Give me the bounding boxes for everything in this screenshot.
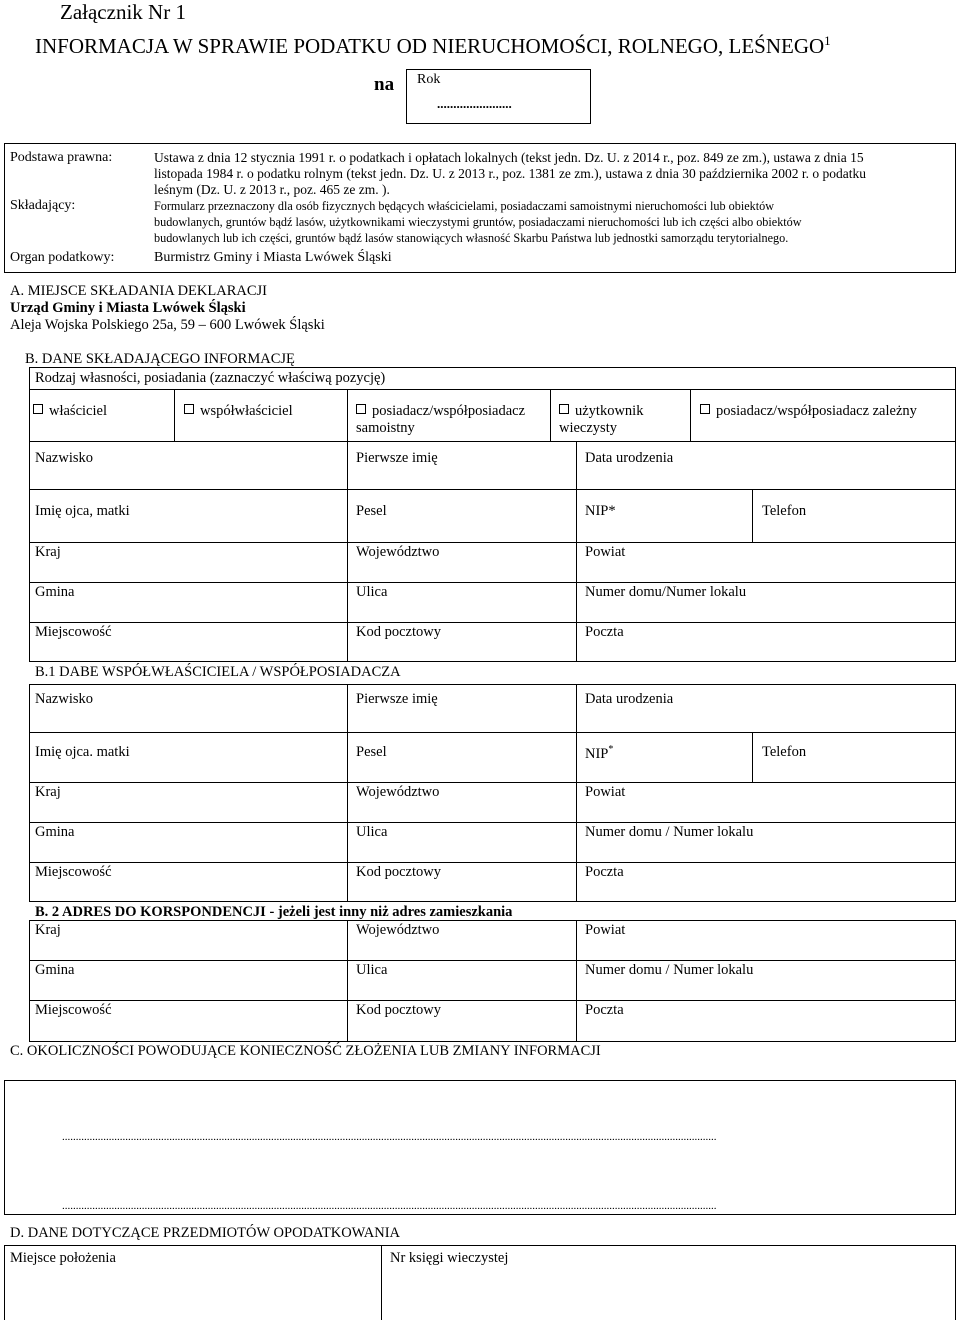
b2-poczta-label: Poczta [585, 1002, 624, 1018]
b1-miejscowosc-label: Miejscowość [35, 864, 112, 880]
b1-nip-label [585, 744, 613, 763]
b1-row4-div1 [347, 822, 348, 862]
b1-nip-sup: * [608, 744, 614, 755]
opt-divider-3 [550, 389, 551, 441]
b1-pesel-label: Pesel [356, 744, 387, 760]
skladajacy-line1: Formularz przeznaczony dla osób fizycznych będących właścicielami, posiadaczami samoistnymi nieruchomości lub obiektów [154, 199, 774, 213]
organ-label: Organ podatkowy: [10, 250, 115, 265]
b2-row3-div2 [576, 1000, 577, 1042]
section-c-box[interactable] [4, 1080, 956, 1215]
option-uzytkownik[interactable] [559, 403, 643, 420]
meta-bottom-border [4, 272, 956, 273]
section-d-left [4, 1245, 5, 1320]
section-c-title: C. OKOLICZNOŚCI POWODUJĄCE KONIECZNOŚĆ ZŁOŻENIA LUB ZMIANY INFORMACJI [10, 1043, 601, 1059]
b1-row3-bottom [29, 822, 956, 823]
b-nazwisko-label: Nazwisko [35, 450, 93, 466]
meta-top-border [4, 143, 956, 144]
b1-imie-ojca-label: Imię ojca. matki [35, 744, 130, 760]
rok-label: Rok [417, 72, 441, 87]
checkbox-icon[interactable] [184, 404, 194, 414]
b-gmina-label: Gmina [35, 584, 75, 600]
b-kod-label: Kod pocztowy [356, 624, 441, 640]
b2-powiat-label: Powiat [585, 922, 626, 938]
option-posiadacz-samoistny-2: samoistny [356, 420, 415, 436]
b-poczta-label: Poczta [585, 624, 624, 640]
b1-kod-label: Kod pocztowy [356, 864, 441, 880]
b1-numer-domu-label: Numer domu / Numer lokalu [585, 824, 754, 840]
podstawa-line2: listopada 1984 r. o podatku rolnym (tekst jedn. Dz. U. z 2013 r., poz. 1381 ze zm.), ustawa z dnia 30 października 2002 r. o podatku [154, 166, 866, 181]
b1-powiat-label: Powiat [585, 784, 626, 800]
podstawa-line1: Ustawa z dnia 12 stycznia 1991 r. o podatkach i opłatach lokalnych (tekst jedn. Dz. U. z 2014 r., poz. 849 ze zm.), ustawa z dnia 15 [154, 150, 864, 165]
option-label: użytkownik [575, 403, 644, 419]
section-c-dots-1: .............................................................................................................................................................................................................................................. [62, 1131, 717, 1143]
b2-row1-bottom [29, 960, 956, 961]
b1-row4-div2 [576, 822, 577, 862]
b1-row5-div2 [576, 862, 577, 902]
section-c-dots-2: .............................................................................................................................................................................................................................................. [62, 1200, 717, 1212]
b-imie-ojca-label: Imię ojca, matki [35, 503, 130, 519]
opt-divider-1 [174, 389, 175, 441]
section-d-mid [381, 1245, 382, 1320]
option-wlasciciel[interactable] [33, 403, 107, 420]
b1-data-urodzenia-label: Data urodzenia [585, 691, 674, 707]
b-kraj-label: Kraj [35, 544, 61, 560]
section-b1-box [29, 684, 956, 902]
b1-ulica-label: Ulica [356, 824, 388, 840]
option-label: posiadacz/współposiadacz zależny [716, 403, 917, 419]
b-row5-div2 [576, 622, 577, 662]
b1-row2-div3 [752, 732, 753, 782]
b-pesel-label: Pesel [356, 503, 387, 519]
form-title-text: INFORMACJA W SPRAWIE PODATKU OD NIERUCHOMOŚCI, ROLNEGO, LEŚNEGO [35, 34, 825, 58]
b-row2-div3 [752, 489, 753, 542]
miejsce-polozenia-label: Miejsce położenia [10, 1250, 116, 1266]
b1-row2-bottom [29, 782, 956, 783]
b1-row2-div1 [347, 732, 348, 782]
b1-row4-bottom [29, 862, 956, 863]
b2-kraj-label: Kraj [35, 922, 61, 938]
opt-bottom [29, 441, 956, 442]
option-posiadacz-samoistny[interactable] [356, 403, 525, 420]
podstawa-label: Podstawa prawna: [10, 150, 113, 165]
b1-poczta-label: Poczta [585, 864, 624, 880]
b-row1-div1 [347, 441, 348, 489]
b-row3-bottom [29, 582, 956, 583]
footnote-mark: 1 [824, 33, 831, 48]
meta-right-border [955, 143, 956, 272]
annex-label: Załącznik Nr 1 [60, 0, 186, 24]
section-a-address: Aleja Wojska Polskiego 25a, 59 – 600 Lwówek Śląski [10, 317, 325, 333]
option-label: właściciel [49, 403, 107, 419]
rodzaj-label: Rodzaj własności, posiadania (zaznaczyć właściwą pozycję) [35, 370, 386, 386]
b1-row2-div2 [576, 732, 577, 782]
b-ulica-label: Ulica [356, 584, 388, 600]
rok-box[interactable] [406, 69, 591, 124]
meta-left-border [4, 143, 5, 272]
b-numer-domu-label: Numer domu/Numer lokalu [585, 584, 747, 600]
section-d-right [955, 1245, 956, 1320]
b-row1-div2 [576, 441, 577, 489]
b2-row1-div1 [347, 920, 348, 960]
b-row2-div1 [347, 489, 348, 542]
nr-ksiegi-label: Nr księgi wieczystej [390, 1250, 509, 1266]
b-row1-bottom [29, 489, 956, 490]
section-b2-title: B. 2 ADRES DO KORSPONDENCJI - jeżeli jest inny niż adres zamieszkania [35, 904, 513, 920]
section-a-office: Urząd Gminy i Miasta Lwówek Śląski [10, 300, 246, 316]
opt-divider-4 [690, 389, 691, 441]
b2-row2-div2 [576, 960, 577, 1000]
b2-miejscowosc-label: Miejscowość [35, 1002, 112, 1018]
b2-row2-bottom [29, 1000, 956, 1001]
skladajacy-label: Składający: [10, 198, 76, 213]
option-label: posiadacz/współposiadacz [372, 403, 526, 419]
section-d-title: D. DANE DOTYCZĄCE PRZEDMIOTÓW OPODATKOWANIA [10, 1225, 400, 1241]
checkbox-icon[interactable] [33, 404, 43, 414]
b-row2-bottom [29, 542, 956, 543]
b-miejscowosc-label: Miejscowość [35, 624, 112, 640]
b-data-urodzenia-label: Data urodzenia [585, 450, 674, 466]
b-pierwsze-imie-label: Pierwsze imię [356, 450, 438, 466]
section-b-title: B. DANE SKŁADAJĄCEGO INFORMACJĘ [25, 351, 295, 367]
b-row3-div2 [576, 542, 577, 582]
b-row4-div2 [576, 582, 577, 622]
b1-gmina-label: Gmina [35, 824, 75, 840]
b1-wojewodztwo-label: Województwo [356, 784, 440, 800]
option-wspolwlasciciel[interactable] [184, 403, 293, 420]
section-b2-box [29, 920, 956, 1042]
b1-row5-div1 [347, 862, 348, 902]
checkbox-icon[interactable] [356, 404, 366, 414]
b-row2-div2 [576, 489, 577, 542]
b1-nazwisko-label: Nazwisko [35, 691, 93, 707]
b1-row3-div1 [347, 782, 348, 822]
b2-kod-label: Kod pocztowy [356, 1002, 441, 1018]
rodzaj-divider [29, 389, 956, 390]
b1-row1-div1 [347, 684, 348, 732]
na-label: na [374, 74, 395, 95]
form-title [35, 33, 831, 59]
skladajacy-line2: budowlanych, gruntów bądź lasów, użytkownikami wieczystymi gruntów, posiadaczami nieruchomości lub ich części albo obiektów [154, 215, 802, 229]
option-uzytkownik-2: wieczysty [559, 420, 617, 436]
option-label: współwłaściciel [200, 403, 293, 419]
b-row3-div1 [347, 542, 348, 582]
b-wojewodztwo-label: Województwo [356, 544, 440, 560]
section-d-top [4, 1245, 956, 1246]
b2-row1-div2 [576, 920, 577, 960]
b1-row1-bottom [29, 732, 956, 733]
b-telefon-label: Telefon [762, 503, 807, 519]
rok-dots: ....................... [437, 96, 512, 111]
opt-divider-2 [347, 389, 348, 441]
option-posiadacz-zalezny[interactable] [700, 403, 917, 420]
b2-gmina-label: Gmina [35, 962, 75, 978]
b2-row2-div1 [347, 960, 348, 1000]
b1-row3-div2 [576, 782, 577, 822]
b2-ulica-label: Ulica [356, 962, 388, 978]
b2-row3-div1 [347, 1000, 348, 1042]
skladajacy-line3: budowlanych lub ich części, gruntów bądź lasów stanowiących własność Skarbu Państwa lub jednostki samorządu terytorialnego. [154, 231, 789, 245]
b-row4-bottom [29, 622, 956, 623]
b-nip-label: NIP* [585, 503, 616, 519]
b-row5-div1 [347, 622, 348, 662]
b1-pierwsze-imie-label: Pierwsze imię [356, 691, 438, 707]
b1-nip-text: NIP [585, 745, 609, 762]
section-b1-title: B.1 DABE WSPÓŁWŁAŚCICIELA / WSPÓŁPOSIADACZA [35, 664, 401, 680]
checkbox-icon[interactable] [700, 404, 710, 414]
organ-value: Burmistrz Gminy i Miasta Lwówek Śląski [154, 250, 392, 265]
b1-row1-div2 [576, 684, 577, 732]
podstawa-line3: leśnym (Dz. U. z 2013 r., poz. 465 ze zm. ). [154, 182, 390, 197]
b-powiat-label: Powiat [585, 544, 626, 560]
b-row4-div1 [347, 582, 348, 622]
b2-numer-domu-label: Numer domu / Numer lokalu [585, 962, 754, 978]
b1-telefon-label: Telefon [762, 744, 807, 760]
b1-kraj-label: Kraj [35, 784, 61, 800]
b2-wojewodztwo-label: Województwo [356, 922, 440, 938]
checkbox-icon[interactable] [559, 404, 569, 414]
section-a-title: A. MIEJSCE SKŁADANIA DEKLARACJI [10, 283, 267, 299]
